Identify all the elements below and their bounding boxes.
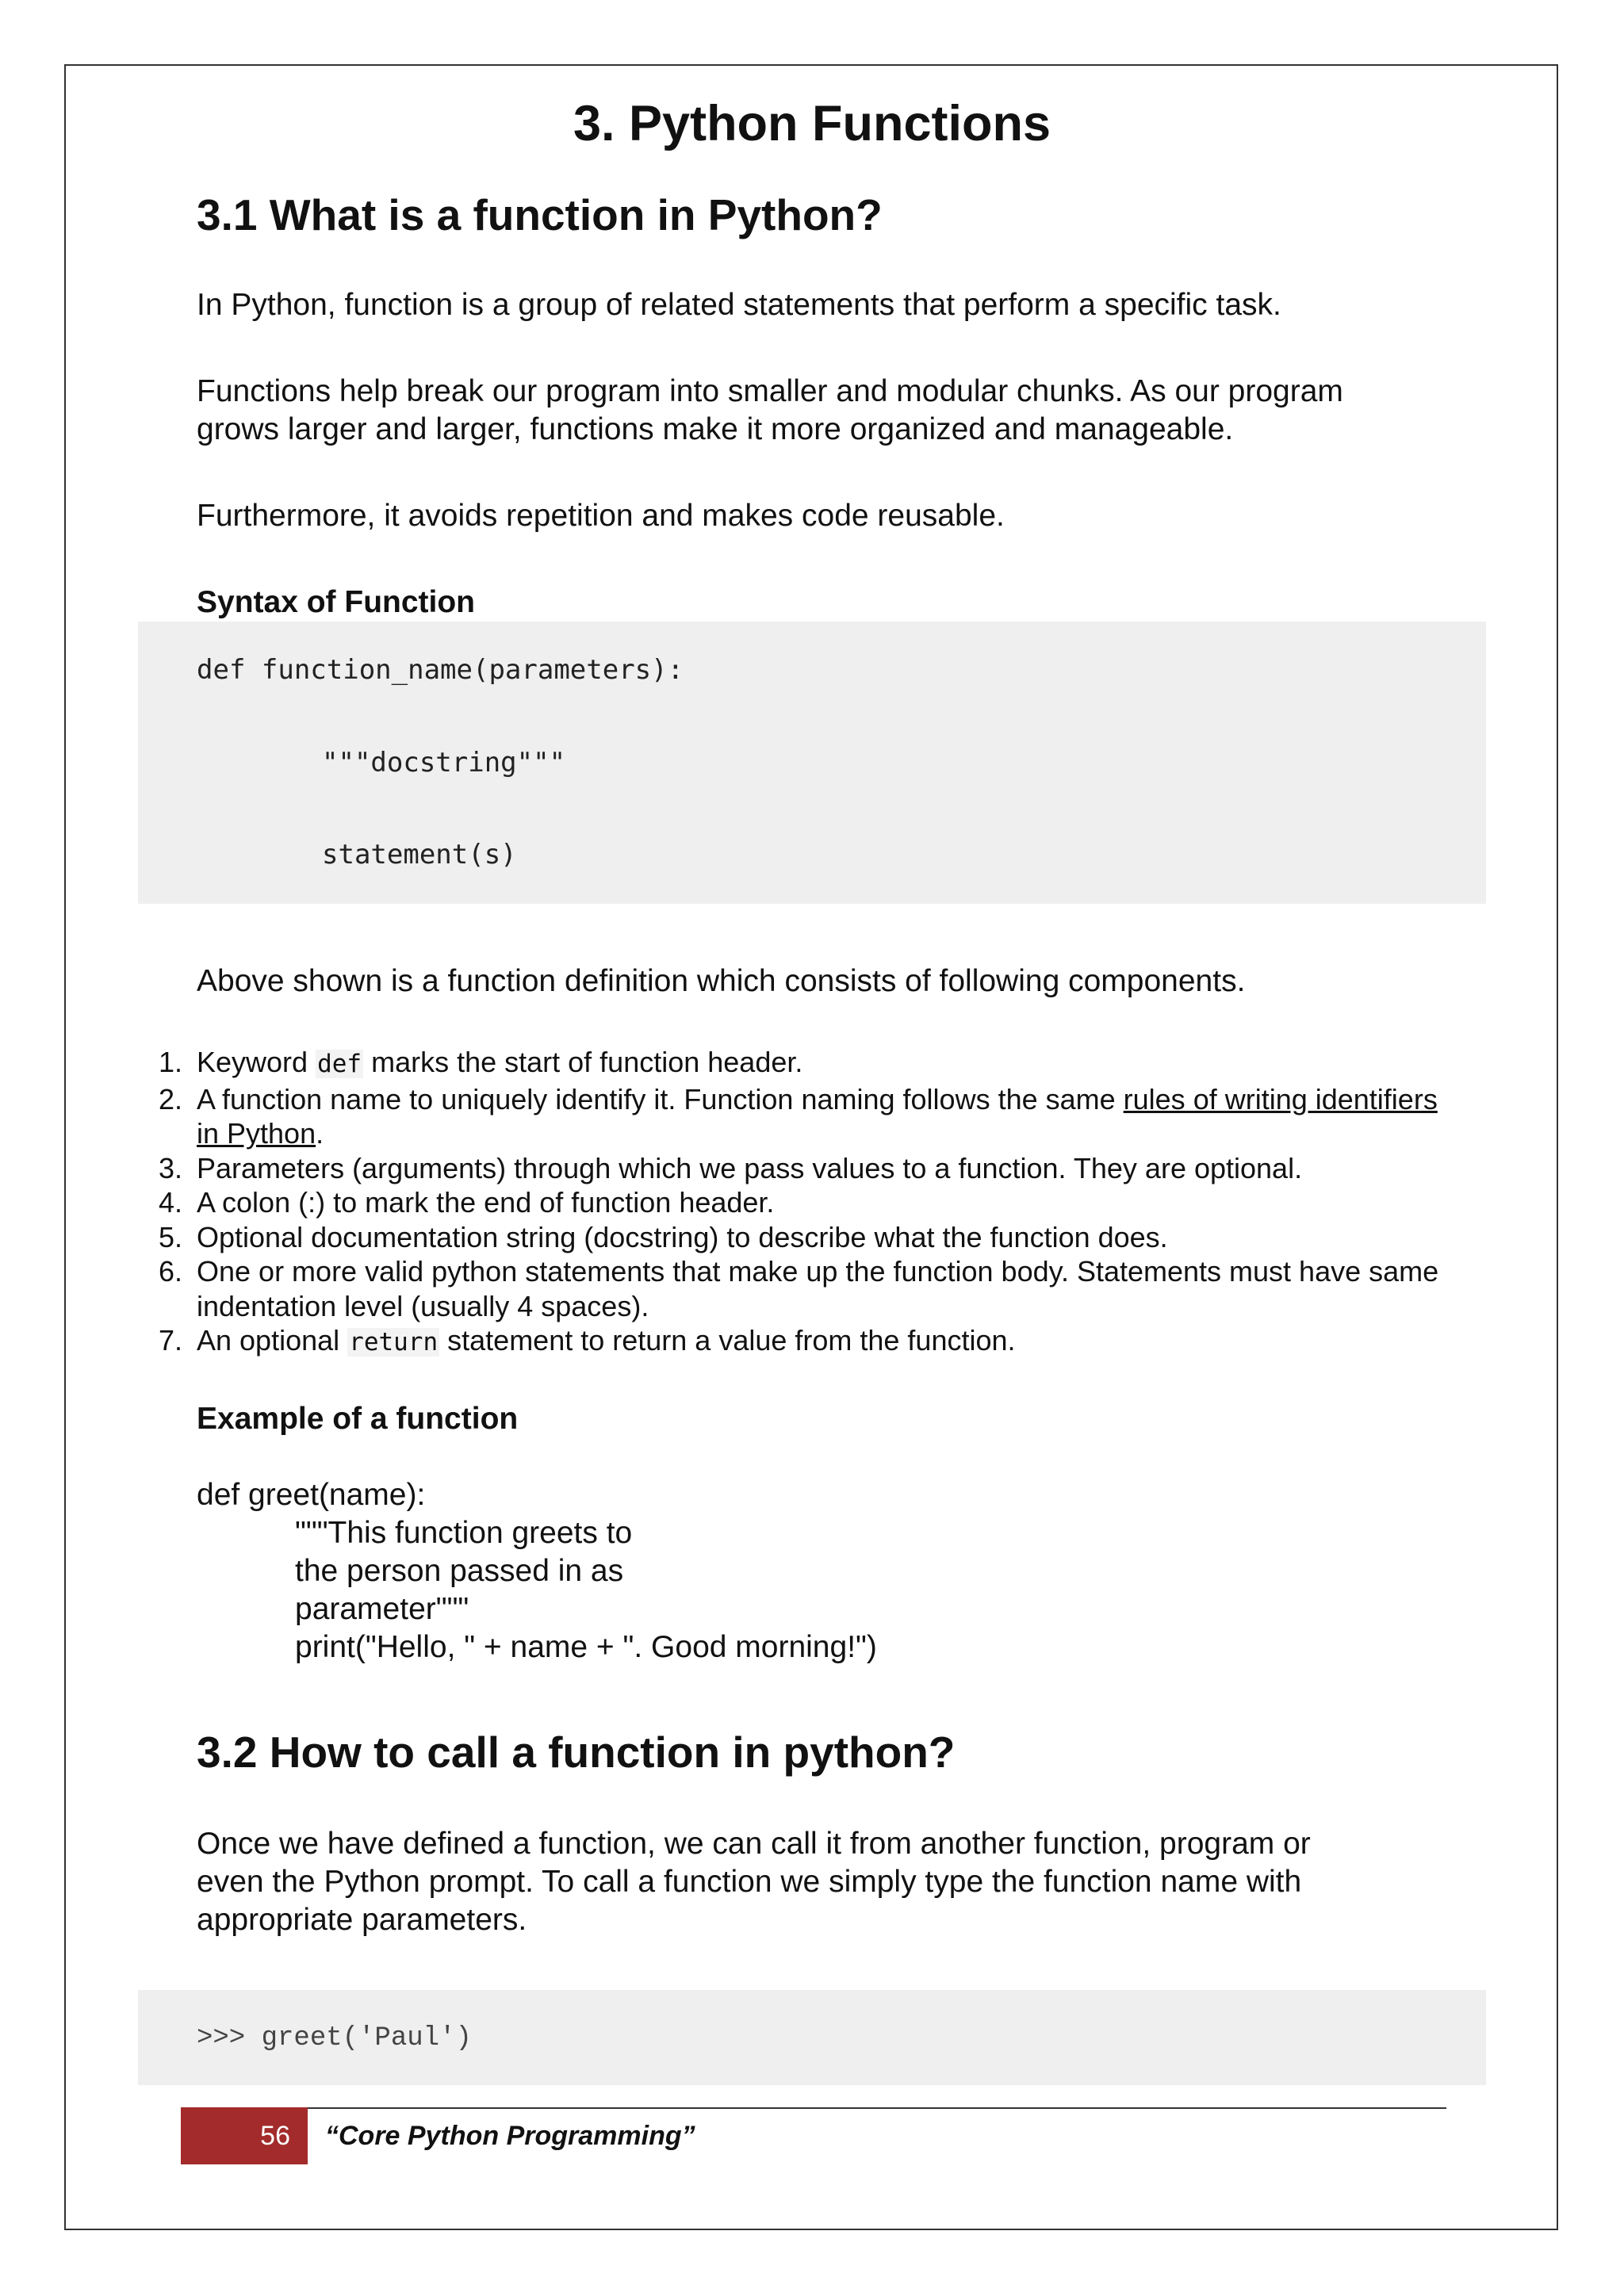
paragraph-calling-line1: Once we have defined a function, we can call it from another function, program or — [197, 1827, 1311, 1861]
code-line: the person passed in as — [295, 1554, 624, 1588]
list-number: 1. — [158, 1046, 182, 1078]
list-item: 2. A function name to uniquely identify it. Function naming follows the same rules of writing identifiers in Python. — [143, 1082, 1459, 1151]
code-line: parameter""" — [295, 1592, 469, 1626]
chapter-title: 3. Python Functions — [573, 96, 1051, 151]
list-number: 7. — [158, 1324, 182, 1357]
paragraph-calling — [197, 1825, 1497, 1939]
code-line: """This function greets to — [295, 1516, 633, 1550]
list-number: 2. — [158, 1082, 182, 1115]
inline-code: return — [349, 1328, 439, 1357]
list-item: 4. A colon (:) to mark the end of function header. — [143, 1185, 1459, 1220]
paragraph-reuse: Furthermore, it avoids repetition and makes code reusable. — [197, 499, 1005, 533]
list-number: 5. — [158, 1220, 182, 1253]
paragraph-benefits-line2: grows larger and larger, functions make it more organized and manageable. — [197, 412, 1234, 446]
paragraph-benefits-line1: Functions help break our program into smaller and modular chunks. As our program — [197, 374, 1343, 408]
components-intro: Above shown is a function definition which consists of following components. — [197, 964, 1246, 998]
identifiers-rules-link[interactable]: rules of writing identifiers in Python — [197, 1082, 1438, 1150]
list-item: 7. An optional return statement to return a value from the function. — [143, 1323, 1459, 1360]
paragraph-calling-line3: appropriate parameters. — [197, 1903, 527, 1937]
paragraph-benefits — [197, 373, 1497, 449]
code-line: def function_name(parameters): — [197, 654, 684, 686]
code-line: statement(s) — [322, 839, 517, 871]
list-number: 6. — [158, 1255, 182, 1288]
paragraph-calling-line2: even the Python prompt. To call a function we simply type the function name with — [197, 1865, 1302, 1899]
components-list — [143, 1045, 1459, 1360]
list-item: 5. Optional documentation string (docstring) to describe what the function does. — [143, 1220, 1459, 1255]
syntax-heading: Syntax of Function — [197, 585, 475, 619]
list-number: 4. — [158, 1186, 182, 1219]
code-line: """docstring""" — [322, 747, 566, 779]
code-line: def greet(name): — [197, 1478, 426, 1512]
syntax-code-block — [138, 622, 1486, 904]
example-code — [197, 1476, 877, 1667]
section-heading-3-2: 3.2 How to call a function in python? — [197, 1728, 956, 1777]
list-number: 3. — [158, 1151, 182, 1184]
example-heading: Example of a function — [197, 1402, 519, 1436]
list-item: 1. Keyword def marks the start of function header. — [143, 1045, 1459, 1082]
paragraph-definition: In Python, function is a group of related statements that perform a specific task. — [197, 288, 1281, 322]
inline-code: def — [317, 1050, 362, 1078]
code-line: print("Hello, " + name + ". Good morning!") — [295, 1630, 877, 1664]
book-title: “Core Python Programming” — [325, 2121, 695, 2151]
list-item: 6. One or more valid python statements that make up the function body. Statements must have same indentation level (usually 4 spaces). — [143, 1254, 1459, 1323]
section-heading-3-1: 3.1 What is a function in Python? — [197, 190, 883, 239]
list-item: 3. Parameters (arguments) through which we pass values to a function. They are optional. — [143, 1151, 1459, 1186]
code-line: >>> greet('Paul') — [197, 2023, 472, 2053]
page-number-badge: 56 — [181, 2107, 308, 2164]
call-code-block — [138, 1990, 1486, 2085]
